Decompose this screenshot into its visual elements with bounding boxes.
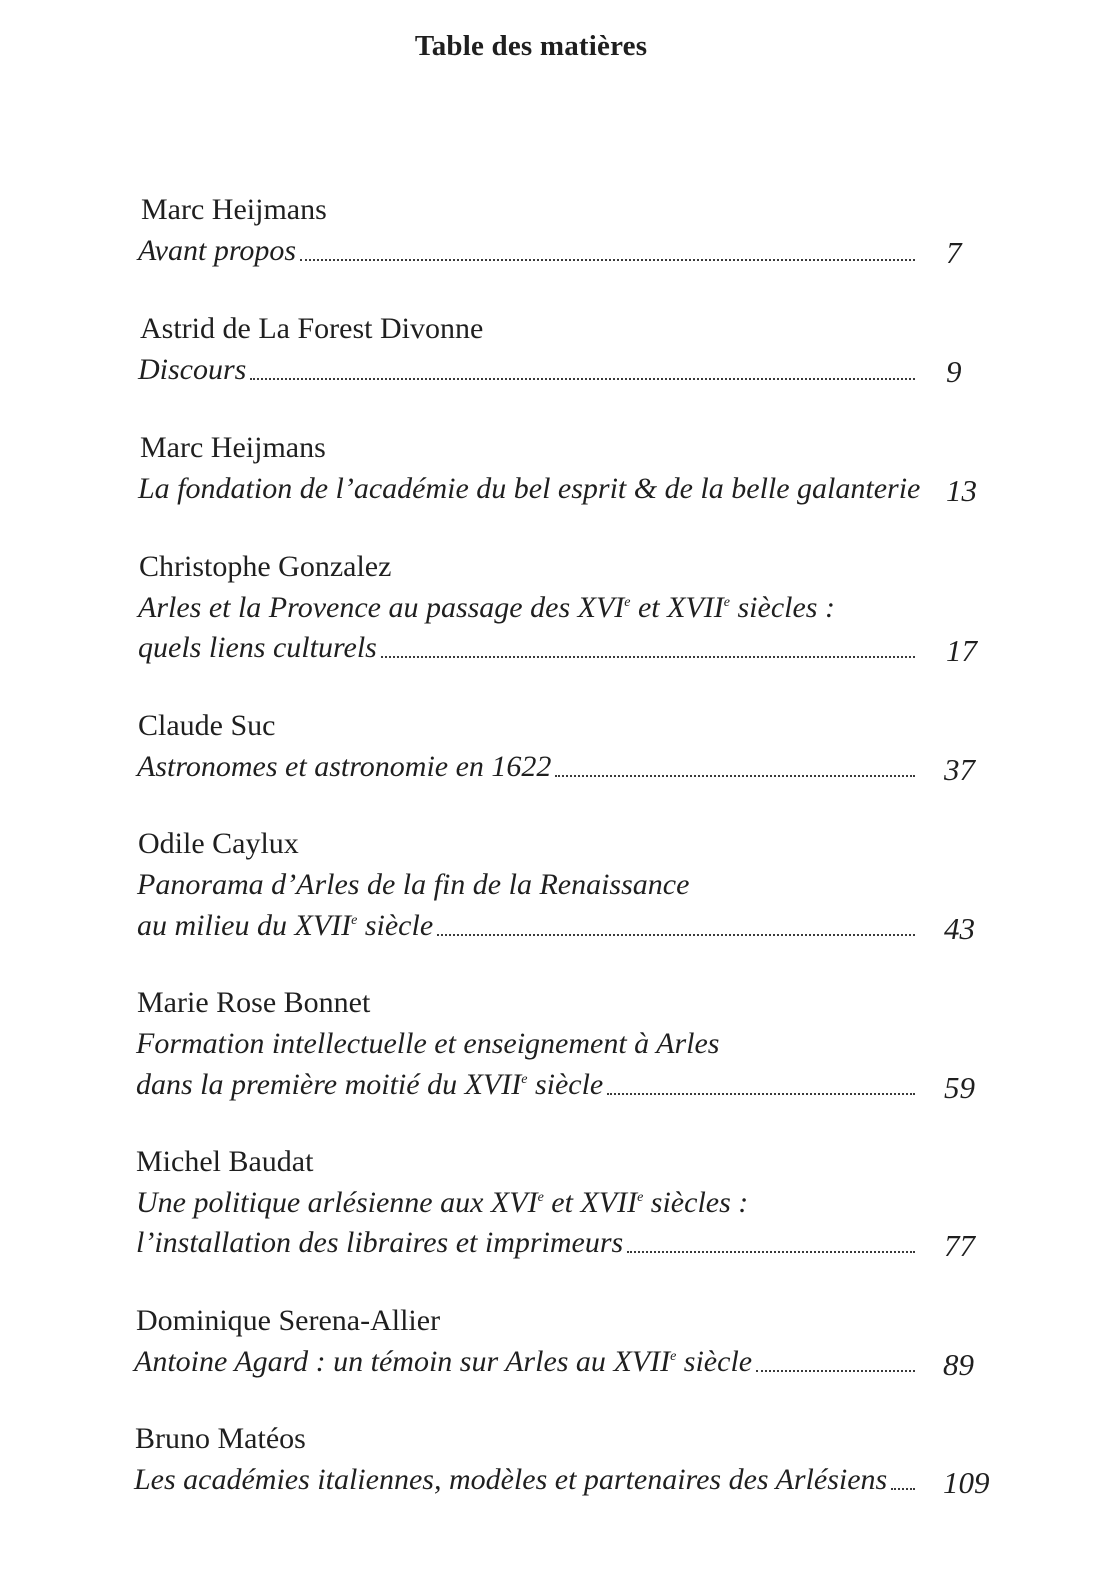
entry-author: Christophe Gonzalez — [139, 550, 392, 583]
entry-title-line — [136, 1023, 923, 1063]
entry-title: Antoine Agard : un témoin sur Arles au XVIIe siècle — [134, 1345, 753, 1378]
entry-title: au milieu du XVIIe siècle — [137, 909, 434, 942]
entry-title: Une politique arlésienne aux XVIe et XVIIe siècles : — [136, 1186, 749, 1219]
entry-author: Marc Heijmans — [140, 431, 326, 464]
entry-title: Les académies italiennes, modèles et partenaires des Arlésiens — [134, 1463, 888, 1496]
entry-page-number: 17 — [946, 633, 977, 668]
page-title: Table des matières — [414, 30, 648, 62]
dot-leader — [607, 1093, 915, 1095]
entry-title: La fondation de l’académie du bel esprit & de la belle galanterie — [138, 472, 921, 505]
entry-page-number: 77 — [944, 1228, 975, 1263]
entry-page-number: 109 — [943, 1465, 990, 1500]
dot-leader — [381, 656, 915, 658]
entry-page-number: 59 — [944, 1070, 975, 1105]
entry-title: Discours — [138, 353, 247, 386]
entry-title-line — [138, 230, 923, 270]
entry-title: Formation intellectuelle et enseignement à Arles — [136, 1027, 720, 1060]
entry-page-number: 7 — [946, 235, 962, 270]
entry-page-number: 13 — [946, 473, 977, 508]
entry-title-line — [137, 905, 923, 945]
dot-leader — [555, 775, 915, 777]
entry-title: quels liens culturels — [138, 631, 377, 664]
dot-leader — [300, 259, 915, 261]
entry-page-number: 43 — [944, 911, 975, 946]
dot-leader — [437, 934, 915, 936]
dot-leader — [627, 1251, 915, 1253]
entry-author: Dominique Serena-Allier — [136, 1304, 441, 1337]
dot-leader — [891, 1488, 915, 1490]
entry-title-line — [134, 1341, 923, 1381]
entry-title-line — [138, 349, 923, 389]
entry-title: Astronomes et astronomie en 1622 — [137, 750, 552, 783]
entry-author: Odile Caylux — [138, 827, 299, 860]
entry-title: Avant propos — [138, 234, 297, 267]
entry-title-line — [136, 1182, 923, 1222]
entry-page-number: 9 — [946, 354, 962, 389]
entry-author: Marie Rose Bonnet — [137, 986, 371, 1019]
dot-leader — [756, 1370, 915, 1372]
entry-author: Astrid de La Forest Divonne — [140, 312, 484, 345]
dot-leader — [250, 378, 915, 380]
entry-title-line — [136, 1222, 923, 1262]
entry-author: Bruno Matéos — [135, 1422, 306, 1455]
entry-page-number: 89 — [943, 1347, 974, 1382]
entry-page-number: 37 — [944, 752, 975, 787]
entry-title-line — [138, 468, 923, 508]
entry-author: Michel Baudat — [136, 1145, 314, 1178]
entry-author: Marc Heijmans — [141, 193, 327, 226]
entry-title: Arles et la Provence au passage des XVIe et XVIIe siècles : — [138, 591, 835, 624]
entry-title-line — [137, 746, 923, 786]
entry-title: Panorama d’Arles de la fin de la Renaissance — [137, 868, 690, 901]
entry-title: l’installation des libraires et imprimeurs — [136, 1226, 624, 1259]
entry-author: Claude Suc — [138, 709, 276, 742]
entry-title-line — [138, 587, 923, 627]
entry-title-line — [134, 1459, 923, 1499]
entry-title: dans la première moitié du XVIIe siècle — [136, 1068, 604, 1101]
entry-title-line — [137, 864, 923, 904]
entry-title-line — [138, 627, 923, 667]
entry-title-line — [136, 1064, 923, 1104]
